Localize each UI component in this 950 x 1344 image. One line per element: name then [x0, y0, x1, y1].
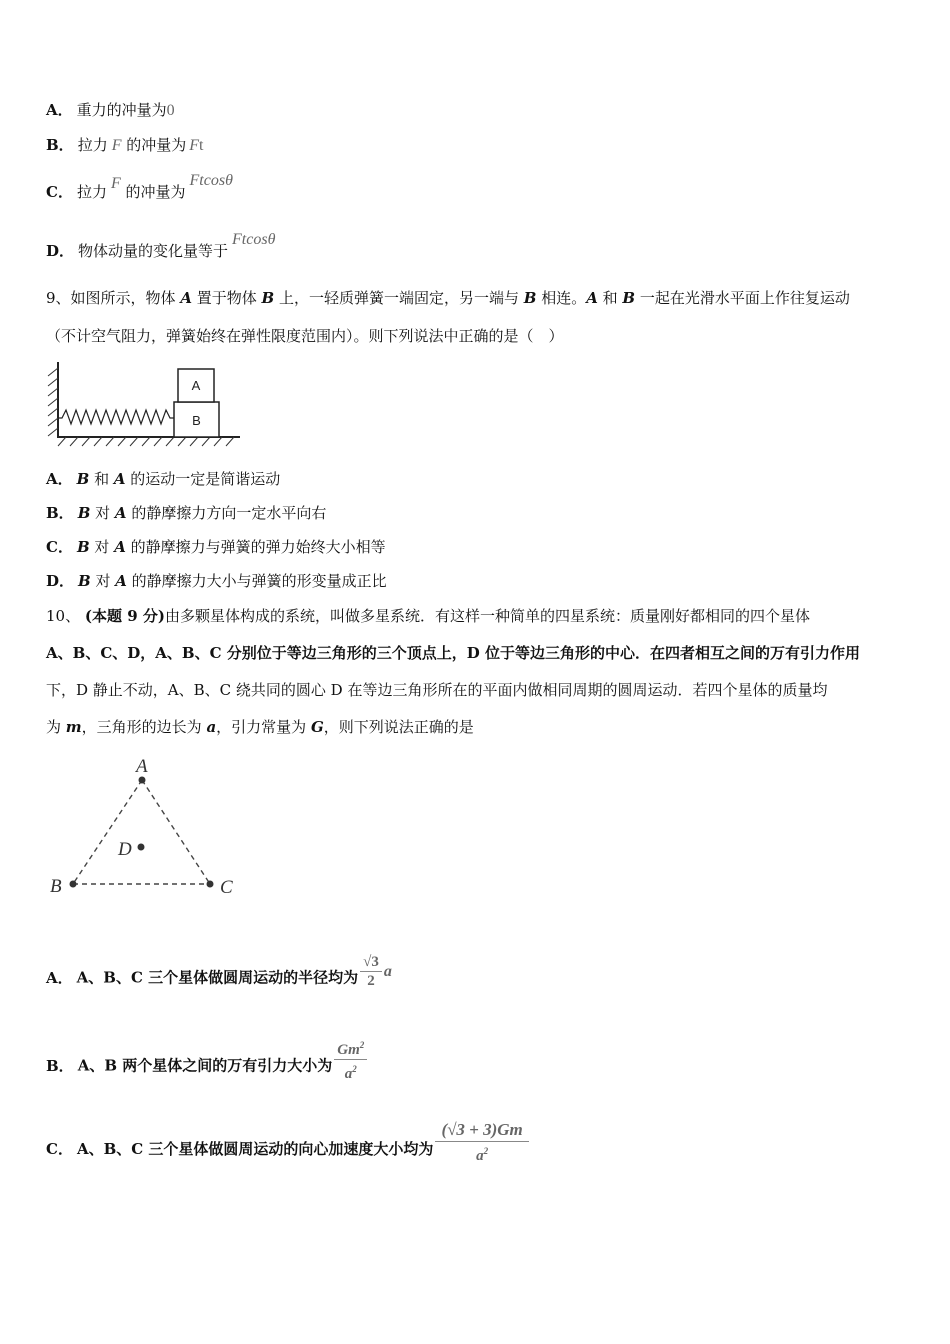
- option-label: B．: [46, 1056, 74, 1075]
- q8-option-b: [46, 135, 204, 156]
- var-b: B: [523, 289, 537, 307]
- math-var-f: F: [189, 137, 200, 154]
- var-b: B: [261, 289, 275, 307]
- q8-option-d: [46, 231, 276, 262]
- q9-stem-line-2: [46, 326, 564, 346]
- star-b: [70, 881, 77, 888]
- question-number: 9、: [46, 289, 71, 307]
- stem-text: 和: [597, 289, 623, 307]
- q10-stem-line-2: [46, 643, 860, 663]
- option-text: 对: [89, 538, 115, 556]
- fraction-denominator: [435, 1142, 528, 1165]
- option-label: A．: [46, 470, 73, 488]
- question-number: 10、: [46, 607, 81, 625]
- stem-text: ，则下列说法正确的是: [323, 718, 474, 736]
- stem-text: ，三角形的边长为: [81, 718, 207, 736]
- var-b: B: [78, 572, 91, 590]
- option-label: D．: [46, 242, 75, 260]
- option-text: A、B、C 三个星体做圆周运动的半径均为: [76, 968, 359, 987]
- var-b: B: [622, 289, 636, 307]
- q10-option-a: [46, 954, 392, 997]
- option-label: B．: [46, 136, 74, 154]
- option-text: 拉力: [76, 183, 107, 201]
- option-label: B．: [46, 504, 74, 522]
- star-d: [138, 844, 145, 851]
- var-a: A: [180, 289, 192, 307]
- var-m: m: [65, 718, 82, 736]
- stem-text: A、B、C、D，A、B、C 分别位于等边三角形的三个顶点上，D 位于等边三角形的中心．在四者相互之间的万有引力作用: [46, 644, 860, 662]
- q10-stem-line-1: [46, 606, 810, 626]
- q8-option-c: [46, 172, 233, 203]
- var-a: A: [113, 470, 126, 488]
- q9-option-b: [46, 503, 326, 523]
- q9-option-c: [46, 537, 386, 557]
- stem-text: 由多颗星体构成的系统，叫做多星系统．有这样一种简单的四星系统：质量刚好都相同的四个星体: [164, 607, 810, 625]
- var-b: B: [76, 538, 90, 556]
- label-a: A: [136, 756, 148, 777]
- option-text: 的冲量为: [121, 136, 187, 154]
- var-a: A: [114, 538, 126, 556]
- option-text: 重力的冲量为: [76, 101, 167, 119]
- option-text: 的静摩擦力与弹簧的弹力始终大小相等: [125, 538, 386, 556]
- option-text: 拉力: [77, 136, 108, 154]
- numerator-text: Gm: [337, 1042, 360, 1058]
- fraction-sqrt3-over-2: [360, 953, 382, 990]
- stem-text: ，引力常量为: [216, 718, 311, 736]
- star-a: [139, 777, 146, 784]
- denominator-exponent: 2: [483, 1146, 489, 1156]
- q10-stem-line-3: [46, 680, 827, 700]
- stem-text: 如图所示，物体: [70, 289, 181, 307]
- var-g: G: [310, 718, 324, 736]
- floor-hatching: [58, 437, 234, 446]
- math-t: t: [199, 137, 204, 154]
- math-zero: 0: [166, 102, 175, 119]
- var-a: A: [114, 504, 127, 522]
- score-tag: (本题 9 分): [84, 607, 165, 625]
- fraction-gm2-over-a2: [334, 1036, 367, 1083]
- var-a: A: [115, 572, 127, 590]
- var-b: B: [76, 470, 90, 488]
- option-text: 的运动一定是简谐运动: [125, 470, 281, 488]
- option-text: 的静摩擦力大小与弹簧的形变量成正比: [126, 572, 387, 590]
- math-var-f: F: [111, 137, 122, 154]
- stem-text: 上，一轻质弹簧一端固定，另一端与: [274, 289, 524, 307]
- fraction-numerator: √3: [360, 953, 382, 972]
- block-b-label: B: [192, 413, 201, 428]
- q9-option-a: [46, 469, 280, 489]
- option-text: 物体动量的变化量等于: [78, 242, 229, 260]
- stem-text: （不计空气阻力，弹簧始终在弹性限度范围内）。则下列说法中正确的是（ ）: [46, 327, 564, 345]
- math-ftcos: Ftcosθ: [189, 172, 233, 189]
- math-ftcos: Ftcosθ: [232, 231, 276, 248]
- spring: [58, 410, 174, 424]
- option-text: 对: [90, 504, 115, 522]
- triangle-edges: [73, 780, 210, 884]
- q9-option-d: [46, 571, 387, 591]
- numerator-exponent: 2: [359, 1040, 365, 1050]
- var-a: A: [586, 289, 598, 307]
- stem-text: 为: [46, 718, 66, 736]
- q10-stem-line-4: [46, 717, 474, 737]
- denominator-text: a: [344, 1066, 353, 1082]
- wall-hatching: [48, 368, 58, 436]
- stem-text: 相连。: [536, 289, 587, 307]
- fraction-numerator: [334, 1036, 367, 1060]
- option-text: A、B、C 三个星体做圆周运动的向心加速度大小均为: [76, 1140, 434, 1158]
- spring-block-figure: [44, 360, 244, 448]
- option-text: A、B 两个星体之间的万有引力大小为: [77, 1056, 333, 1075]
- q10-option-c: [46, 1120, 531, 1173]
- option-label: C．: [46, 538, 73, 556]
- fraction-acceleration: [435, 1119, 528, 1165]
- stem-text: 一起在光滑水平面上作往复运动: [635, 289, 850, 307]
- option-label: D．: [46, 572, 75, 590]
- star-c: [207, 881, 214, 888]
- triangle-figure: [44, 752, 244, 900]
- fraction-denominator: 2: [367, 973, 375, 989]
- label-b: B: [50, 876, 62, 897]
- option-text: 的静摩擦力方向一定水平向右: [126, 504, 327, 522]
- var-a: a: [206, 718, 217, 736]
- option-text: 的冲量为: [120, 183, 186, 201]
- denominator-text: a: [476, 1148, 484, 1164]
- math-var-f: F: [110, 175, 121, 192]
- q8-option-a: [46, 100, 175, 121]
- option-label: A．: [46, 968, 73, 987]
- label-c: C: [220, 877, 233, 898]
- fraction-denominator: [334, 1060, 367, 1083]
- option-label: C．: [46, 1140, 73, 1158]
- label-d: D: [118, 839, 132, 860]
- denominator-exponent: 2: [352, 1064, 357, 1074]
- math-var-a: a: [383, 962, 392, 980]
- stem-text: 置于物体: [191, 289, 262, 307]
- option-text: 对: [90, 572, 116, 590]
- option-label: C．: [46, 183, 73, 201]
- stem-text: 下，D 静止不动，A、B、C 绕共同的圆心 D 在等边三角形所在的平面内做相同周期的圆周运动．若四个星体的质量均: [46, 681, 828, 699]
- option-label: A．: [46, 101, 73, 119]
- q10-option-b: [46, 1040, 369, 1090]
- q9-stem-line-1: [46, 288, 850, 308]
- var-b: B: [77, 504, 91, 522]
- fraction-numerator: (√3 + 3)Gm: [435, 1119, 528, 1142]
- block-a-label: A: [191, 378, 201, 393]
- option-text: 和: [89, 470, 114, 488]
